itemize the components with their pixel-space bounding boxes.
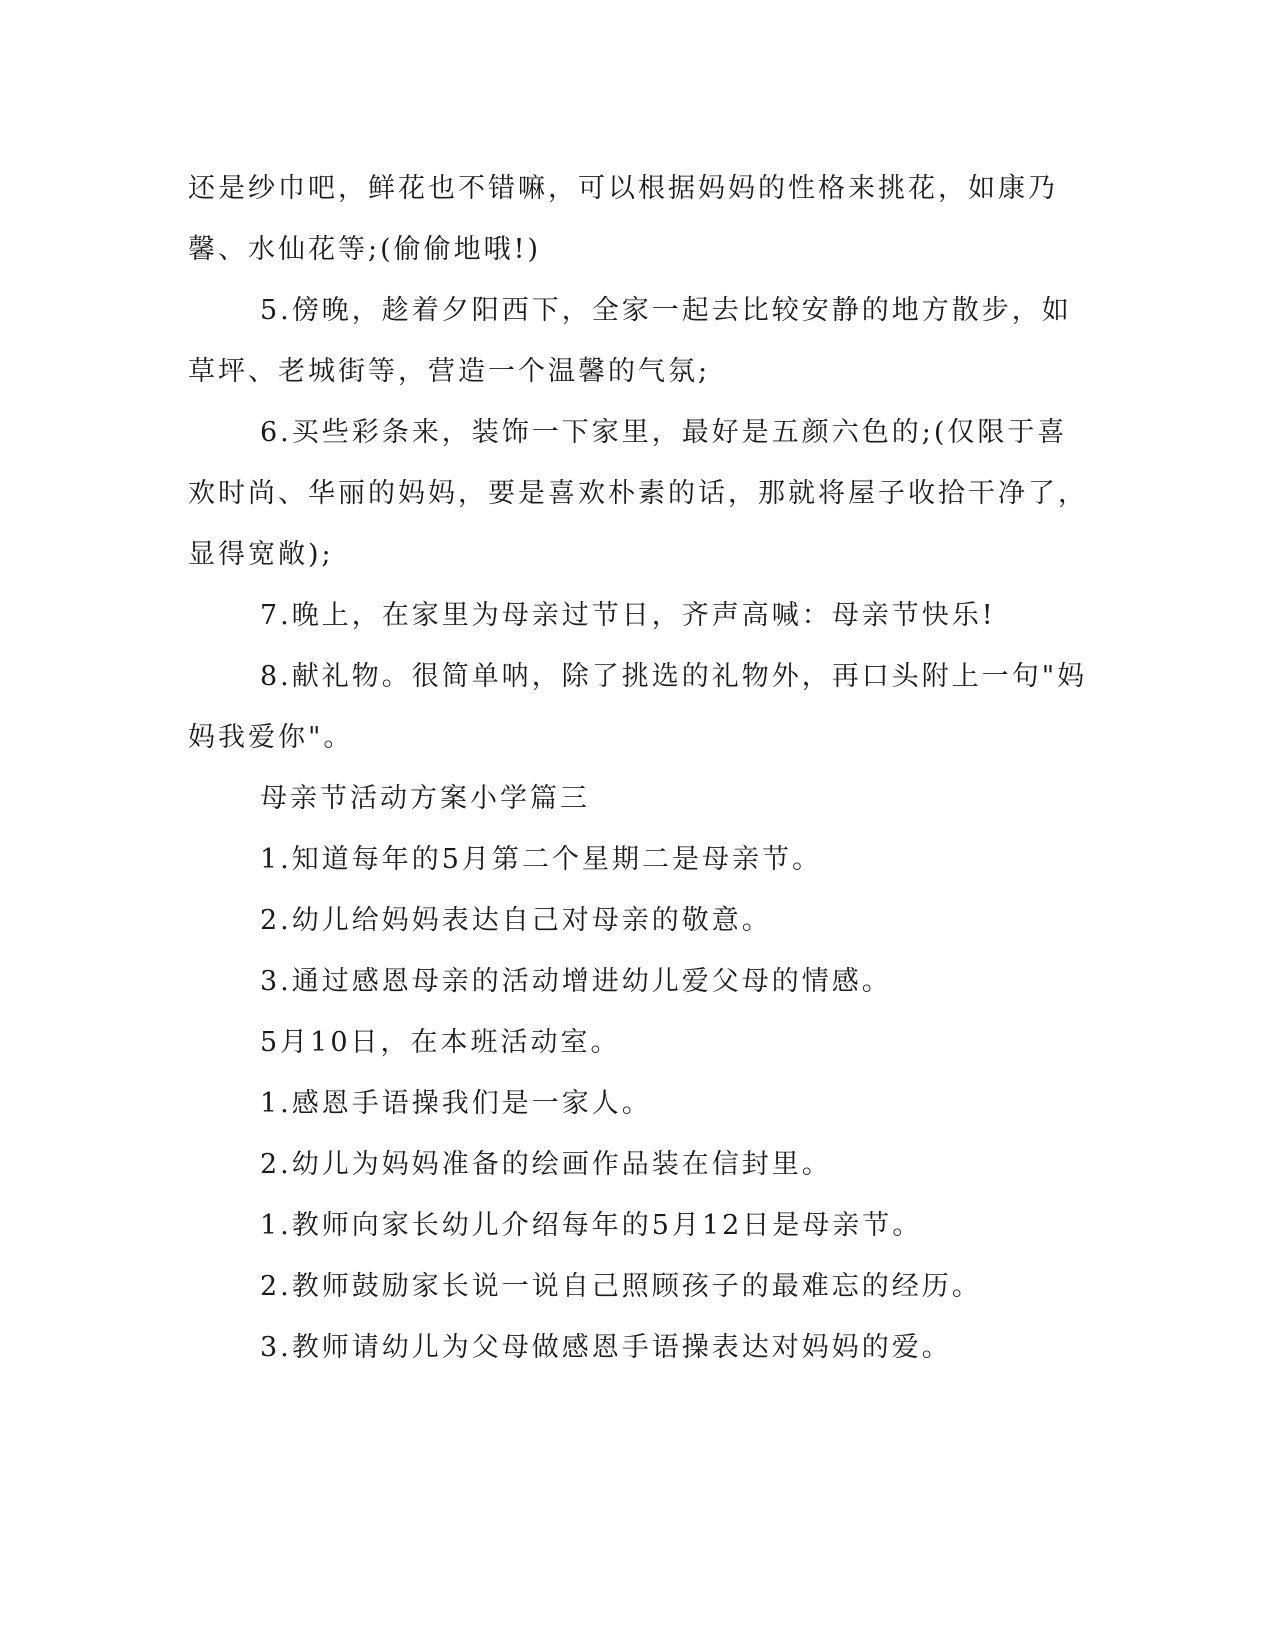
goal-item-1: 1.知道每年的5月第二个星期二是母亲节。 bbox=[260, 844, 822, 875]
paragraph-item-7-celebration: 7.晚上，在家里为母亲过节日，齐声高喊：母亲节快乐! bbox=[260, 600, 996, 631]
section-heading: 母亲节活动方案小学篇三 bbox=[260, 783, 590, 814]
paragraph-gift-continued: 还是纱巾吧，鲜花也不错嘛，可以根据妈妈的性格来挑花，如康乃馨、水仙花等;(偷偷地哦!) bbox=[188, 173, 1058, 265]
preparation-item-1: 1.感恩手语操我们是一家人。 bbox=[260, 1088, 652, 1119]
preparation-item-2: 2.幼儿为妈妈准备的绘画作品装在信封里。 bbox=[260, 1149, 832, 1180]
process-item-2: 2.教师鼓励家长说一说自己照顾孩子的最难忘的经历。 bbox=[260, 1271, 982, 1302]
goal-item-3: 3.通过感恩母亲的活动增进幼儿爱父母的情感。 bbox=[260, 966, 892, 997]
goal-item-2: 2.幼儿给妈妈表达自己对母亲的敬意。 bbox=[260, 905, 772, 936]
process-item-3: 3.教师请幼儿为父母做感恩手语操表达对妈妈的爱。 bbox=[260, 1332, 952, 1363]
paragraph-item-8-present-gift: 8.献礼物。很简单呐，除了挑选的礼物外，再口头附上一句"妈妈我爱你"。 bbox=[188, 661, 1088, 753]
process-item-1: 1.教师向家长幼儿介绍每年的5月12日是母亲节。 bbox=[260, 1210, 923, 1241]
time-location: 5月10日，在本班活动室。 bbox=[260, 1027, 621, 1058]
paragraph-item-6-decorations: 6.买些彩条来，装饰一下家里，最好是五颜六色的;(仅限于喜欢时尚、华丽的妈妈，要是喜欢朴素的话，那就将屋子收拾干净了，显得宽敞); bbox=[188, 417, 1088, 570]
paragraph-item-5-evening-walk: 5.傍晚，趁着夕阳西下，全家一起去比较安静的地方散步，如草坪、老城街等，营造一个温馨的气氛; bbox=[188, 295, 1072, 387]
document-body bbox=[188, 158, 1088, 1378]
